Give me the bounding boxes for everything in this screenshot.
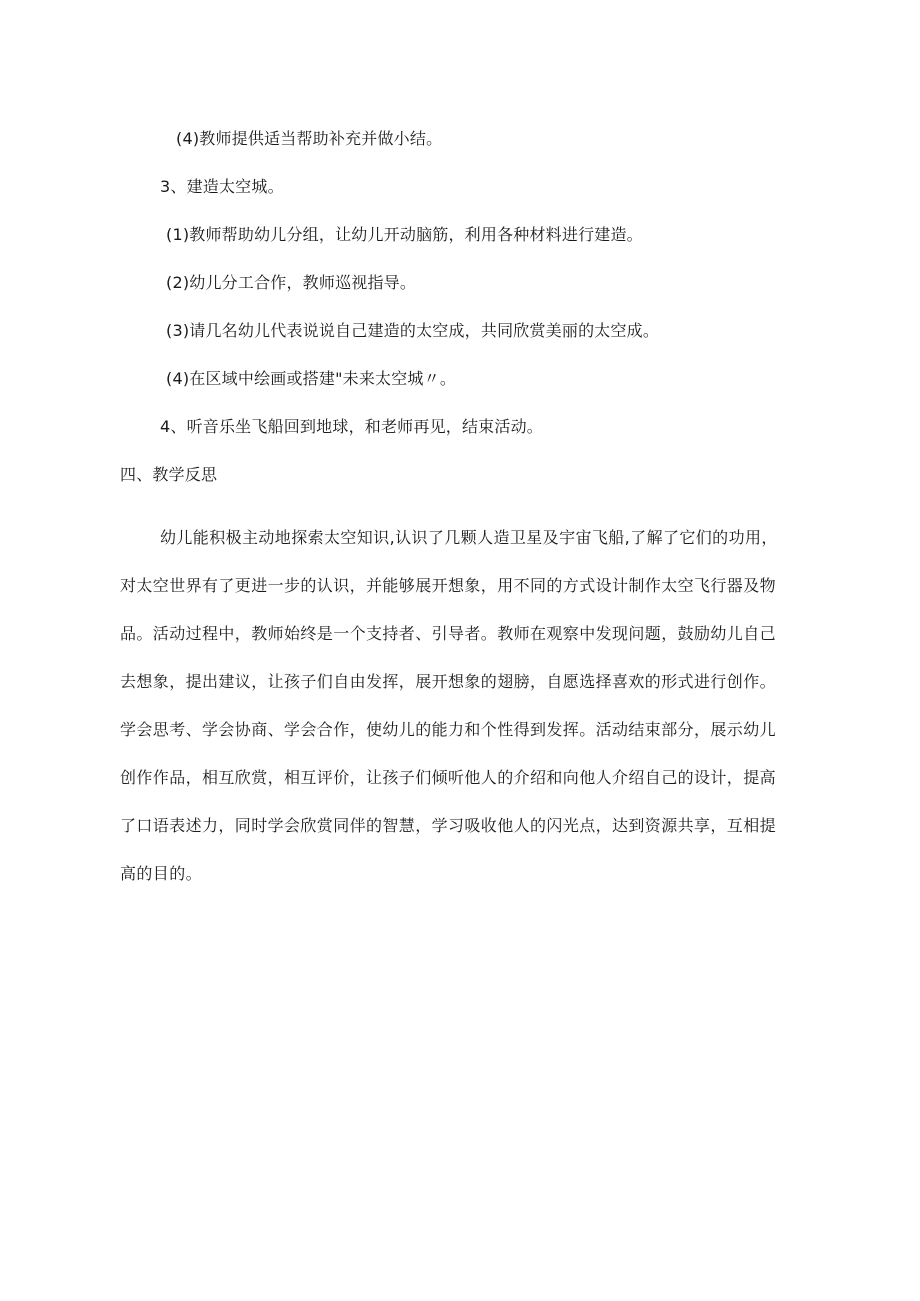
reflection-line: 高的目的。 (120, 864, 203, 883)
reflection-line: 品。活动过程中，教师始终是一个支持者、引导者。教师在观察中发现问题，鼓励幼儿自己 (120, 624, 777, 643)
section-heading: 四、教学反思 (120, 465, 218, 484)
reflection-paragraph (120, 514, 810, 898)
step-2-4: (4)教师提供适当帮助补充并做小结。 (176, 129, 443, 148)
step-3-2: (2)幼儿分工合作，教师巡视指导。 (166, 273, 417, 292)
reflection-line: 创作作品，相互欣赏，相互评价，让孩子们倾听他人的介绍和向他人介绍自己的设计，提高 (120, 768, 777, 787)
step-4: 4、听音乐坐飞船回到地球，和老师再见，结束活动。 (160, 417, 543, 436)
reflection-line: 去想象，提出建议，让孩子们自由发挥，展开想象的翅膀，自愿选择喜欢的形式进行创作。 (120, 672, 777, 691)
reflection-line: 幼儿能积极主动地探索太空知识,认识了几颗人造卫星及宇宙飞船,了解了它们的功用， (160, 528, 778, 547)
reflection-line: 对太空世界有了更进一步的认识，并能够展开想象，用不同的方式设计制作太空飞行器及物 (120, 576, 777, 595)
step-3-4: (4)在区域中绘画或搭建"未来太空城〃。 (166, 369, 457, 388)
reflection-line: 了口语表述力，同时学会欣赏同伴的智慧，学习吸收他人的闪光点，达到资源共享，互相提 (120, 816, 777, 835)
step-3-3: (3)请几名幼儿代表说说自己建造的太空成，共同欣赏美丽的太空成。 (166, 321, 660, 340)
step-3-1: (1)教师帮助幼儿分组，让幼儿开动脑筋，利用各种材料进行建造。 (166, 225, 643, 244)
reflection-line: 学会思考、学会协商、学会合作，使幼儿的能力和个性得到发挥。活动结束部分，展示幼儿 (120, 720, 777, 739)
step-3-heading: 3、建造太空城。 (160, 177, 284, 196)
